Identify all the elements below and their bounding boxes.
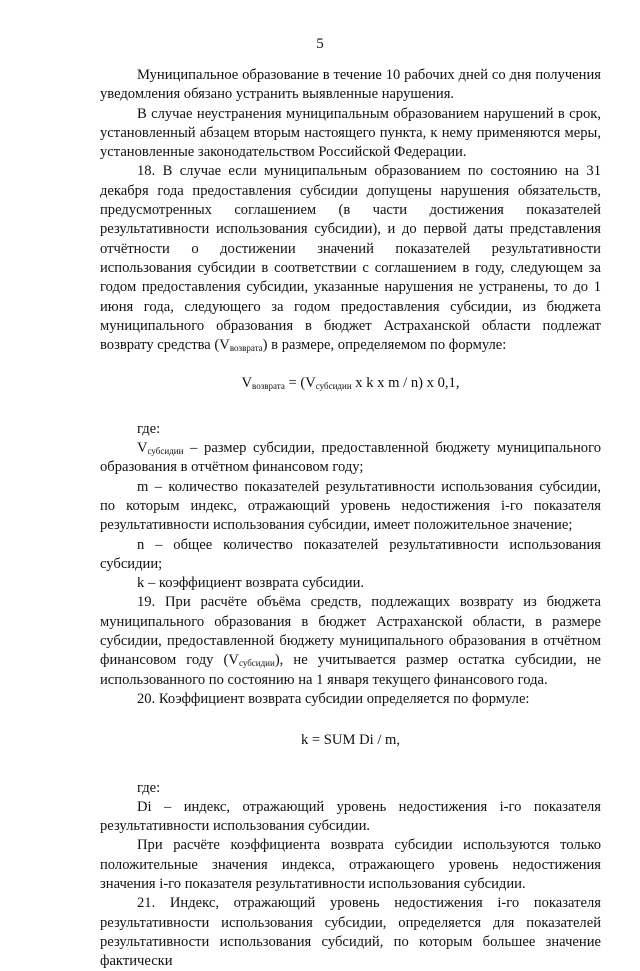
paragraph: При расчёте коэффициента возврата субсидии используются только положительные значения индекса, отражающего уровень недостижения значения i-го показателя результативности использования субсидии.	[100, 837, 601, 892]
formula-coefficient: k = SUM Di / m,	[300, 732, 401, 749]
paragraph-text: ) в размере, определяемом по формуле:	[262, 337, 507, 354]
paragraph-18	[100, 162, 601, 355]
where-label: где:	[137, 779, 161, 796]
definition-m: m – количество показателей результативности использования субсидии, по которым индекс, отражающий уровень недостижения i-го показателя результативности использования субсидии, имеет положительное значение;	[100, 478, 601, 534]
page-number: 5	[316, 36, 324, 52]
paragraph: Муниципальное образование в течение 10 рабочих дней со дня получения уведомления обязано устранить выявленные нарушения.	[100, 67, 601, 103]
paragraph-21: 21. Индекс, отражающий уровень недостижения i-го показателя результативности использования субсидии, определяется для показателей результативности использования субсидий, по которым большее значение фактически	[100, 895, 601, 970]
formula-part: x k x m / n) x 0,1,	[351, 375, 460, 392]
formula-return-amount	[100, 374, 601, 393]
paragraph-text: 19. При расчёте объёма средств, подлежащих возврату из бюджета муниципального образования в бюджет Астраханской области, в размере субсидии, предоставленной бюджету муниципального образования в отчётном финансовом году (V	[100, 594, 601, 669]
document-body	[100, 66, 601, 971]
subscript: возврата	[229, 343, 263, 354]
paragraph-text: ), не учитывается размер остатка субсидии, не использованного по состоянию на 1 января текущего финансового года.	[100, 652, 601, 688]
paragraph-20: 20. Коэффициент возврата субсидии определяется по формуле:	[137, 690, 530, 707]
subscript: возврата	[252, 381, 285, 392]
subscript: субсидии	[238, 658, 275, 669]
definition-di: Di – индекс, отражающий уровень недостижения i-го показателя результативности использования субсидии.	[100, 798, 601, 835]
subscript: субсидии	[147, 446, 184, 457]
paragraph: В случае неустранения муниципальным образованием нарушений в срок, установленный абзацем вторым настоящего пункта, к нему применяются меры, установленные законодательством Российской Федерации.	[100, 105, 601, 161]
definition-text: – размер субсидии, предоставленной бюджету муниципального образования в отчётном финансовом году;	[100, 440, 601, 476]
formula-part: V	[241, 375, 253, 392]
definition-symbol: V	[137, 440, 148, 457]
paragraph-text: 18. В случае если муниципальным образованием по состоянию на 31 декабря года предоставления субсидии допущены нарушения обязательств, предусмотренных соглашением (в части достижения показателей результативности использования субсидии), и до первой даты представления отчётности о достижении значений показателей результативности использования субсидии в соответствии с соглашением в году, следующем за годом предоставления субсидии, указанные нарушения не устранены, то до 1 июня года, следующего за годом предоставления субсидии, из бюджета муниципального образования в бюджет Астраханской области подлежат возврату средства (V	[100, 163, 601, 354]
where-label: где:	[137, 420, 161, 437]
definition-n: n – общее количество показателей результативности использования субсидии;	[100, 536, 601, 572]
subscript: субсидии	[315, 381, 352, 392]
definition-v-subsidy	[100, 439, 601, 478]
paragraph-19	[100, 593, 601, 689]
formula-part: = (V	[284, 375, 316, 392]
definition-k: k – коэффициент возврата субсидии.	[137, 575, 365, 592]
